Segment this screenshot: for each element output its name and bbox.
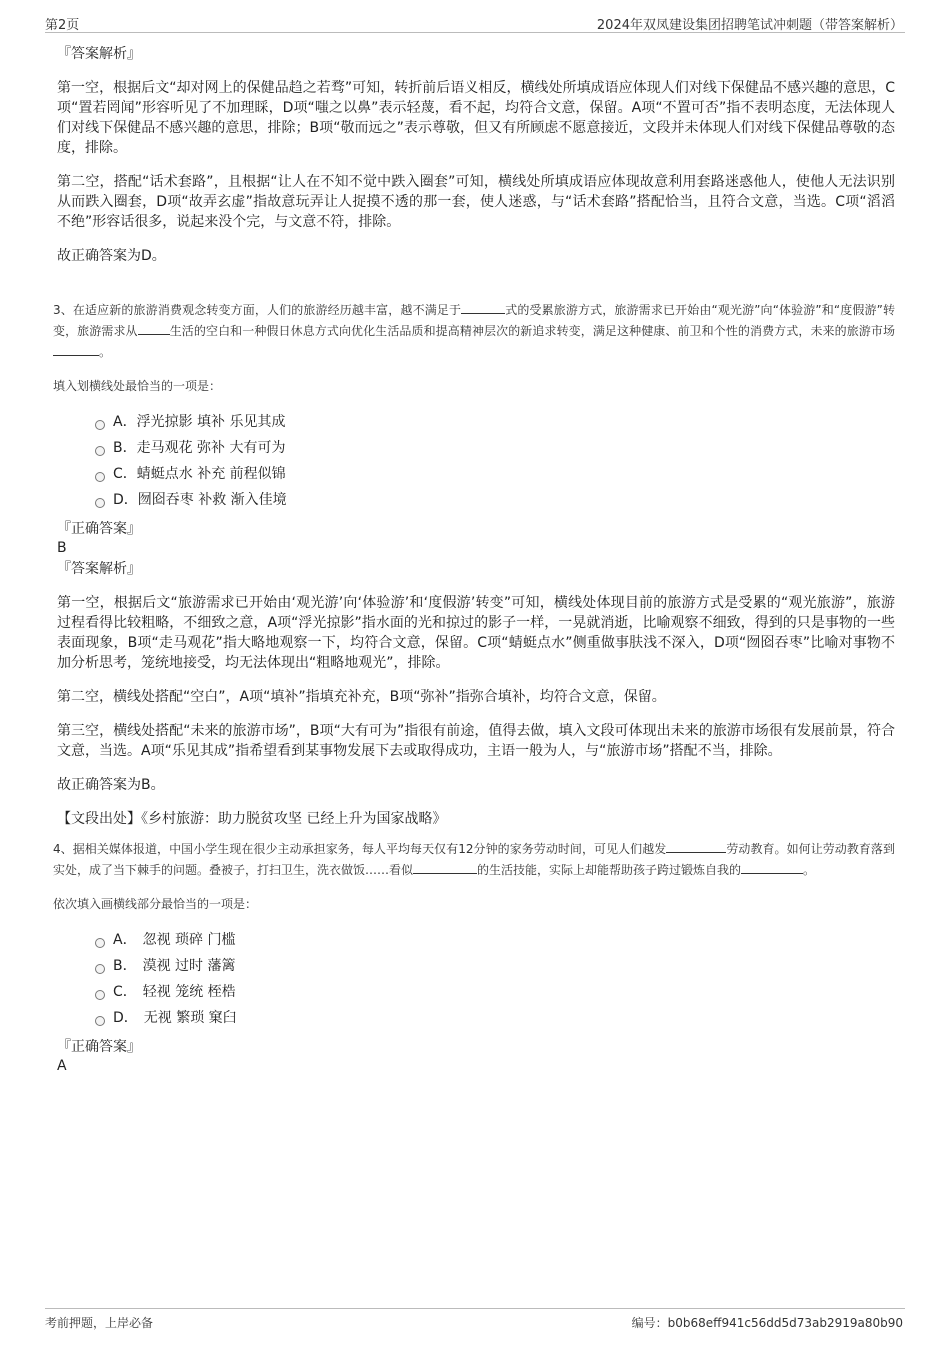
question-3 bbox=[53, 300, 896, 829]
option-text: 忽视 琐碎 门槛 bbox=[142, 932, 236, 948]
analysis-paragraph: 第二空，搭配“话术套路”，且根据“让人在不知不觉中跌入圈套”可知，横线处所填成语应体现故意利用套路迷惑他人，使他人无法识别从而跌入圈套，D项“故弄玄虚”指故意玩弄让人捉摸不透的那一套，使人迷惑，与“话术套路”搭配恰当，且符合文意，当选。C项“滔滔不绝”形容话很多，说起来没个完，与文意不符，排除。 bbox=[57, 174, 895, 230]
options-list bbox=[95, 927, 895, 1031]
option-a[interactable] bbox=[95, 409, 895, 435]
question-stem bbox=[53, 839, 895, 881]
option-d[interactable] bbox=[95, 1005, 895, 1031]
fill-blank bbox=[138, 321, 170, 335]
q2-analysis-section bbox=[57, 44, 895, 266]
option-text: 走马观花 弥补 大有可为 bbox=[136, 440, 286, 456]
answer-tag: 『正确答案』 bbox=[57, 1039, 141, 1055]
radio-icon[interactable] bbox=[95, 990, 105, 1000]
stem-text: 生活的空白和一种假日休息方式向优化生活品质和提高精神层次的新追求转变，满足这种健康、前卫和个性的消费方式，未来的旅游市场 bbox=[169, 324, 895, 338]
analysis-paragraph: 第三空，横线处搭配“未来的旅游市场”，B项“大有可为”指很有前途，值得去做，填入文段可体现出未来的旅游市场很有发展前景，符合文意，当选。A项“乐见其成”指希望看到某事物发展下去或取得成功，主语一般为人，与“旅游市场”搭配不当，排除。 bbox=[57, 723, 895, 759]
fill-blank bbox=[413, 860, 477, 874]
question-stem bbox=[53, 300, 895, 363]
text-source: 【文段出处】《乡村旅游：助力脱贫攻坚 已经上升为国家战略》 bbox=[57, 811, 447, 827]
option-c[interactable] bbox=[95, 979, 895, 1005]
stem-text: 。 bbox=[99, 345, 112, 359]
analysis-paragraph: 第一空，根据后文“却对网上的保健品趋之若骛”可知，转折前后语义相反，横线处所填成语应体现人们对线下保健品不感兴趣的意思，C项“置若罔闻”形容听见了不加理睬，D项“嗤之以鼻”表示轻蔑，看不起，均符合文意，保留。A项“不置可否”指不表明态度，无法体现人们对线下保健品不感兴趣的意思，排除；B项“敬而远之”表示尊敬，但又有所顾虑不愿意接近，文段并未体现人们对线下保健品尊敬的态度，排除。 bbox=[57, 80, 895, 156]
page-content bbox=[53, 44, 896, 1075]
radio-icon[interactable] bbox=[95, 420, 105, 430]
stem-text: 。 bbox=[803, 863, 816, 877]
fill-blank bbox=[53, 342, 99, 356]
analysis-paragraph: 第二空，横线处搭配“空白”，A项“填补”指填充补充，B项“弥补”指弥合填补，均符合文意，保留。 bbox=[57, 689, 666, 705]
stem-text: 3、在适应新的旅游消费观念转变方面，人们的旅游经历越丰富，越不满足于 bbox=[53, 303, 462, 317]
page-footer bbox=[45, 1308, 905, 1331]
radio-icon[interactable] bbox=[95, 938, 105, 948]
stem-text: 式的受累旅游方式，旅游需求已开始由“观光游”向“体验游”和“度假游”转变，旅游需求从 bbox=[53, 303, 896, 338]
analysis-paragraph: 第一空，根据后文“旅游需求已开始由‘观光游’向‘体验游’和‘度假游’转变”可知，横线处体现目前的旅游方式是受累的“观光旅游”，旅游过程看得比较粗略，不细致之意，A项“浮光掠影”指水面的光和掠过的影子一样，一晃就消逝，比喻观察不细致，得到的只是事物的一些表面现象，B项“走马观花”指大略地观察一下，均符合文意，保留。C项“蜻蜓点水”侧重做事肤浅不深入，D项“囫囵吞枣”比喻对事物不加分析思考，笼统地接受，均无法体现出“粗略地观光”，排除。 bbox=[57, 595, 895, 671]
option-b[interactable] bbox=[95, 953, 895, 979]
option-text: 轻视 笼统 桎梏 bbox=[142, 984, 236, 1000]
analysis-tag: 『答案解析』 bbox=[57, 46, 141, 62]
option-a[interactable] bbox=[95, 927, 895, 953]
option-d[interactable] bbox=[95, 487, 895, 513]
stem-text: 4、据相关媒体报道，中国小学生现在很少主动承担家务，每人平均每天仅有12分钟的家务劳动时间，可见人们越发 bbox=[53, 842, 667, 856]
options-list bbox=[95, 409, 895, 513]
option-letter: D． bbox=[113, 492, 138, 508]
radio-icon[interactable] bbox=[95, 472, 105, 482]
fill-blank bbox=[666, 839, 726, 853]
option-text: 囫囵吞枣 补救 渐入佳境 bbox=[137, 492, 287, 508]
document-code bbox=[632, 1314, 903, 1331]
answer-tag: 『正确答案』 bbox=[57, 521, 141, 537]
option-text: 蜻蜓点水 补充 前程似锦 bbox=[136, 466, 286, 482]
option-letter: C． bbox=[113, 466, 137, 482]
option-letter: B． bbox=[113, 440, 137, 456]
option-text: 浮光掠影 填补 乐见其成 bbox=[136, 414, 286, 430]
page-header bbox=[45, 10, 905, 33]
code-label: 编号： bbox=[631, 1316, 668, 1330]
radio-icon[interactable] bbox=[95, 446, 105, 456]
document-title: 2024年双凤建设集团招聘笔试冲刺题（带答案解析） bbox=[596, 18, 903, 33]
fill-blank bbox=[461, 300, 505, 314]
option-text: 无视 繁琐 窠臼 bbox=[143, 1010, 237, 1026]
analysis-tag: 『答案解析』 bbox=[57, 561, 141, 577]
stem-text: 劳动教育。如何让劳动教育落到实处，成了当下棘手的问题。叠被子，打扫卫生，洗衣做饭……看似 bbox=[53, 842, 895, 877]
stem-text: 的生活技能，实际上却能帮助孩子跨过锻炼自我的 bbox=[477, 863, 742, 877]
question-prompt: 依次填入画横线部分最恰当的一项是： bbox=[53, 897, 258, 911]
analysis-conclusion: 故正确答案为D。 bbox=[57, 248, 166, 264]
option-letter: A． bbox=[113, 932, 137, 948]
analysis-conclusion: 故正确答案为B。 bbox=[57, 777, 165, 793]
radio-icon[interactable] bbox=[95, 964, 105, 974]
option-letter: C． bbox=[113, 984, 137, 1000]
option-b[interactable] bbox=[95, 435, 895, 461]
page-number: 第2页 bbox=[45, 18, 80, 33]
option-letter: B． bbox=[113, 958, 137, 974]
code-value: b0b68eff941c56dd5d73ab2919a80b90 bbox=[667, 1316, 903, 1330]
fill-blank bbox=[741, 860, 803, 874]
radio-icon[interactable] bbox=[95, 498, 105, 508]
question-4 bbox=[53, 839, 895, 1075]
option-c[interactable] bbox=[95, 461, 895, 487]
option-letter: A． bbox=[113, 414, 137, 430]
correct-answer: A bbox=[57, 1058, 67, 1074]
option-text: 漠视 过时 藩篱 bbox=[142, 958, 236, 974]
question-prompt: 填入划横线处最恰当的一项是： bbox=[53, 379, 222, 393]
radio-icon[interactable] bbox=[95, 1016, 105, 1026]
correct-answer: B bbox=[57, 540, 67, 556]
footer-slogan: 考前押题，上岸必备 bbox=[45, 1316, 154, 1330]
option-letter: D． bbox=[113, 1010, 138, 1026]
